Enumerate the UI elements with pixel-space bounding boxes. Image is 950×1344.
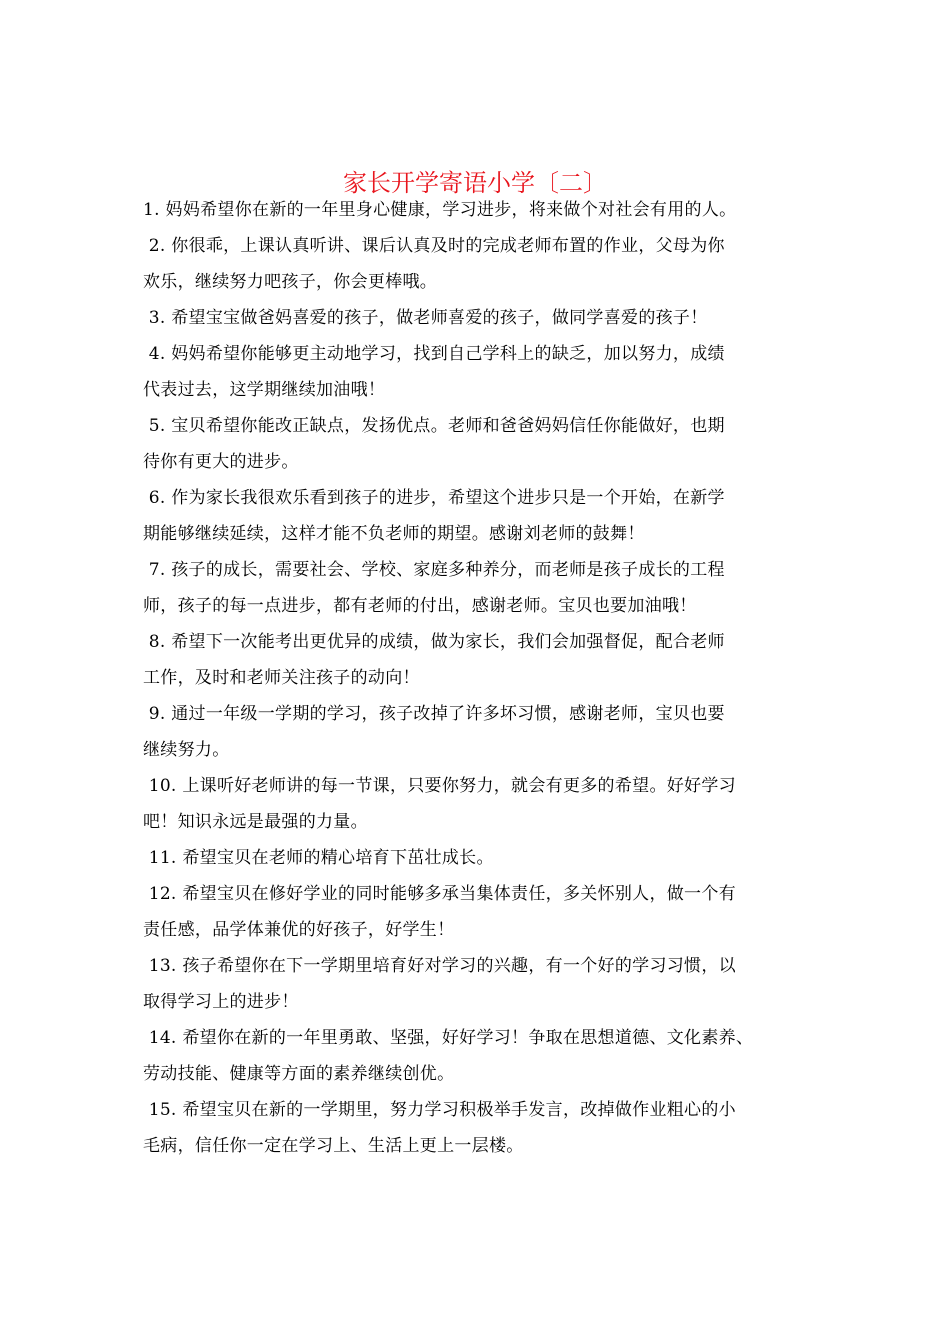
text-line: 欢乐，继续努力吧孩子，你会更棒哦。 (143, 272, 438, 292)
text-line: 1. 妈妈希望你在新的一年里身心健康，学习进步，将来做个对社会有用的人。 (143, 200, 737, 220)
text-line: 2. 你很乖，上课认真听讲、课后认真及时的完成老师布置的作业，父母为你 (143, 236, 725, 256)
text-line: 13. 孩子希望你在下一学期里培育好对学习的兴趣，有一个好的学习习惯，以 (143, 956, 736, 976)
text-line: 5. 宝贝希望你能改正缺点，发扬优点。老师和爸爸妈妈信任你能做好，也期 (143, 416, 725, 436)
text-line: 6. 作为家长我很欢乐看到孩子的进步，希望这个进步只是一个开始，在新学 (143, 488, 725, 508)
text-line: 8. 希望下一次能考出更优异的成绩，做为家长，我们会加强督促，配合老师 (143, 632, 725, 652)
text-line: 取得学习上的进步！ (143, 992, 299, 1012)
text-line: 代表过去，这学期继续加油哦！ (143, 380, 386, 400)
text-line: 15. 希望宝贝在新的一学期里，努力学习积极举手发言，改掉做作业粗心的小 (143, 1100, 736, 1120)
text-line: 责任感，品学体兼优的好孩子，好学生！ (143, 920, 455, 940)
document-title: 家长开学寄语小学〔二〕 (343, 169, 607, 198)
text-line: 12. 希望宝贝在修好学业的同时能够多承当集体责任，多关怀别人，做一个有 (143, 884, 736, 904)
text-line: 期能够继续延续，这样才能不负老师的期望。感谢刘老师的鼓舞！ (143, 524, 645, 544)
text-line: 待你有更大的进步。 (143, 452, 299, 472)
text-line: 7. 孩子的成长，需要社会、学校、家庭多种养分，而老师是孩子成长的工程 (143, 560, 725, 580)
text-line: 11. 希望宝贝在老师的精心培育下茁壮成长。 (143, 848, 494, 868)
text-line: 继续努力。 (143, 740, 230, 760)
text-line: 吧！知识永远是最强的力量。 (143, 812, 368, 832)
text-line: 4. 妈妈希望你能够更主动地学习，找到自己学科上的缺乏，加以努力，成绩 (143, 344, 725, 364)
document-body (143, 192, 823, 1164)
text-line: 师，孩子的每一点进步，都有老师的付出，感谢老师。宝贝也要加油哦！ (143, 596, 697, 616)
text-line: 10. 上课听好老师讲的每一节课，只要你努力，就会有更多的希望。好好学习 (143, 776, 736, 796)
text-line: 3. 希望宝宝做爸妈喜爱的孩子，做老师喜爱的孩子，做同学喜爱的孩子！ (143, 308, 708, 328)
text-line: 劳动技能、健康等方面的素养继续创优。 (143, 1064, 455, 1084)
text-line: 9. 通过一年级一学期的学习，孩子改掉了许多坏习惯，感谢老师，宝贝也要 (143, 704, 725, 724)
text-line: 毛病，信任你一定在学习上、生活上更上一层楼。 (143, 1136, 524, 1156)
text-line: 工作，及时和老师关注孩子的动向！ (143, 668, 420, 688)
text-line: 14. 希望你在新的一年里勇敢、坚强，好好学习！争取在思想道德、文化素养、 (143, 1028, 754, 1048)
